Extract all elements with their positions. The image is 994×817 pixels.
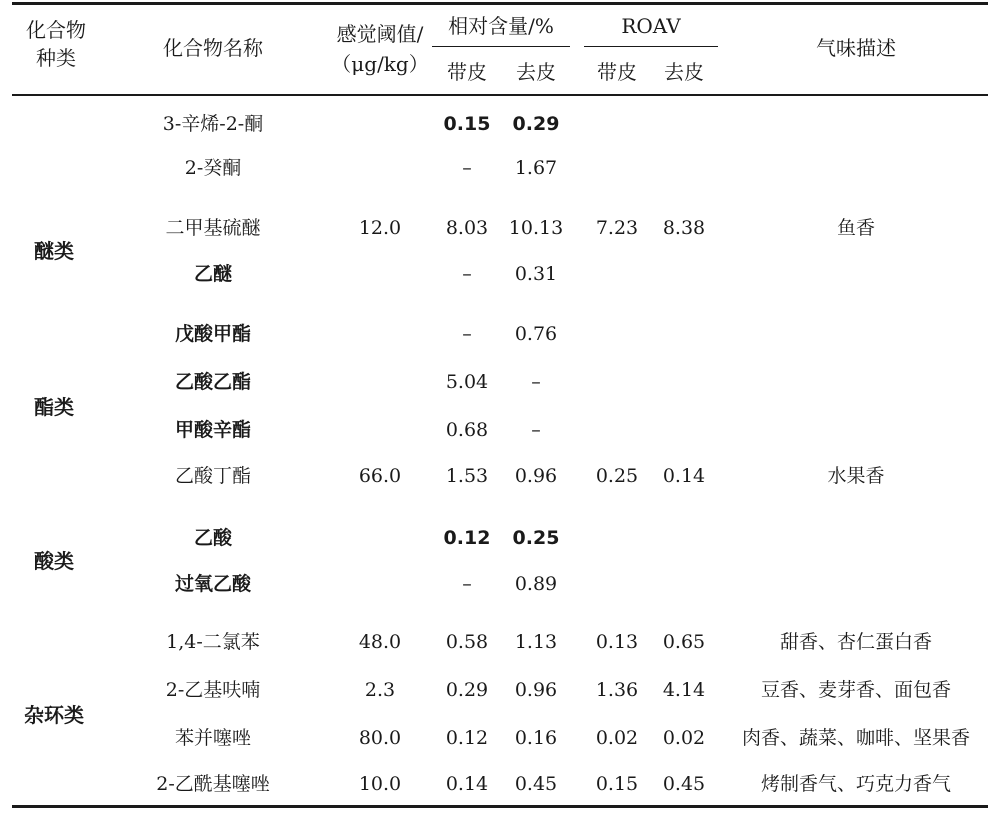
compound-name: 乙醚 — [193, 263, 232, 285]
header-content-with-peel: 带皮 — [447, 60, 487, 84]
content-with-peel: – — [462, 573, 472, 595]
bottom-rule — [12, 805, 988, 808]
header-threshold-line2: （μg/kg） — [331, 52, 429, 76]
content-with-peel: 5.04 — [445, 371, 489, 393]
top-rule — [12, 2, 988, 5]
content-with-peel: 0.68 — [445, 419, 489, 441]
threshold-value: 80.0 — [358, 727, 402, 749]
compound-name: 乙酸丁酯 — [174, 465, 251, 487]
header-roav-without-peel: 去皮 — [664, 60, 704, 84]
header-content-without-peel: 去皮 — [516, 60, 556, 84]
content-with-peel: – — [462, 263, 472, 285]
roav-with-peel: 1.36 — [595, 679, 639, 701]
header-roav-with-peel: 带皮 — [597, 60, 637, 84]
compound-name: 苯并噻唑 — [174, 727, 251, 749]
compound-name: 过氧乙酸 — [174, 573, 251, 595]
compound-name: 乙酸乙酯 — [174, 371, 251, 393]
content-without-peel: 1.13 — [514, 631, 558, 653]
odor-description: 烤制香气、巧克力香气 — [760, 773, 951, 795]
compound-name: 2-乙基呋喃 — [165, 679, 261, 701]
content-subheader-rule — [432, 46, 570, 47]
content-with-peel: 0.12 — [445, 727, 489, 749]
odor-description: 水果香 — [827, 465, 885, 487]
compound-name: 3-辛烯-2-酮 — [162, 113, 264, 135]
compound-name: 甲酸辛酯 — [174, 419, 251, 441]
header-category-line1: 化合物 — [26, 18, 86, 42]
threshold-value: 2.3 — [364, 679, 396, 701]
roav-subheader-rule — [584, 46, 718, 47]
roav-without-peel: 0.02 — [662, 727, 706, 749]
compound-name: 2-癸酮 — [184, 157, 242, 179]
content-without-peel: 0.76 — [514, 323, 558, 345]
header-category-line2: 种类 — [36, 46, 76, 70]
roav-without-peel: 0.45 — [662, 773, 706, 795]
content-with-peel: – — [462, 157, 472, 179]
content-without-peel: – — [531, 371, 541, 393]
header-odor: 气味描述 — [816, 36, 896, 60]
odor-description: 鱼香 — [836, 217, 875, 239]
content-without-peel: 0.25 — [512, 527, 560, 549]
category-label: 酸类 — [34, 549, 74, 573]
roav-with-peel: 0.25 — [595, 465, 639, 487]
content-with-peel: – — [462, 323, 472, 345]
compound-name: 1,4-二氯苯 — [166, 631, 260, 653]
content-without-peel: 0.31 — [514, 263, 558, 285]
roav-without-peel: 0.65 — [662, 631, 706, 653]
content-with-peel: 0.29 — [445, 679, 489, 701]
compound-name: 戊酸甲酯 — [174, 323, 251, 345]
threshold-value: 10.0 — [358, 773, 402, 795]
odor-description: 肉香、蔬菜、咖啡、坚果香 — [741, 727, 970, 749]
odor-description: 豆香、麦芽香、面包香 — [760, 679, 951, 701]
content-with-peel: 8.03 — [445, 217, 489, 239]
content-without-peel: 0.45 — [514, 773, 558, 795]
header-compound-name: 化合物名称 — [163, 36, 263, 60]
compound-name: 二甲基硫醚 — [165, 217, 261, 239]
content-without-peel: 0.96 — [514, 465, 558, 487]
content-without-peel: 0.29 — [512, 113, 560, 135]
threshold-value: 48.0 — [358, 631, 402, 653]
header-bottom-rule — [12, 94, 988, 96]
roav-without-peel: 0.14 — [662, 465, 706, 487]
content-without-peel: 0.16 — [514, 727, 558, 749]
content-with-peel: 0.12 — [443, 527, 491, 549]
header-relative-content: 相对含量/% — [448, 14, 554, 38]
category-label: 杂环类 — [24, 703, 84, 727]
roav-without-peel: 4.14 — [662, 679, 706, 701]
compound-name: 2-乙酰基噻唑 — [156, 773, 270, 795]
roav-with-peel: 7.23 — [595, 217, 639, 239]
content-with-peel: 1.53 — [445, 465, 489, 487]
content-without-peel: – — [531, 419, 541, 441]
compound-name: 乙酸 — [193, 527, 232, 549]
content-without-peel: 0.89 — [514, 573, 558, 595]
roav-without-peel: 8.38 — [662, 217, 706, 239]
roav-with-peel: 0.13 — [595, 631, 639, 653]
content-without-peel: 1.67 — [514, 157, 558, 179]
content-without-peel: 10.13 — [508, 217, 564, 239]
category-label: 醚类 — [34, 239, 74, 263]
roav-with-peel: 0.15 — [595, 773, 639, 795]
odor-description: 甜香、杏仁蛋白香 — [779, 631, 932, 653]
category-label: 酯类 — [34, 395, 74, 419]
threshold-value: 12.0 — [358, 217, 402, 239]
roav-with-peel: 0.02 — [595, 727, 639, 749]
content-with-peel: 0.15 — [443, 113, 491, 135]
content-with-peel: 0.14 — [445, 773, 489, 795]
header-threshold-line1: 感觉阈值/ — [336, 22, 424, 46]
header-roav: ROAV — [621, 14, 681, 38]
content-with-peel: 0.58 — [445, 631, 489, 653]
threshold-value: 66.0 — [358, 465, 402, 487]
content-without-peel: 0.96 — [514, 679, 558, 701]
